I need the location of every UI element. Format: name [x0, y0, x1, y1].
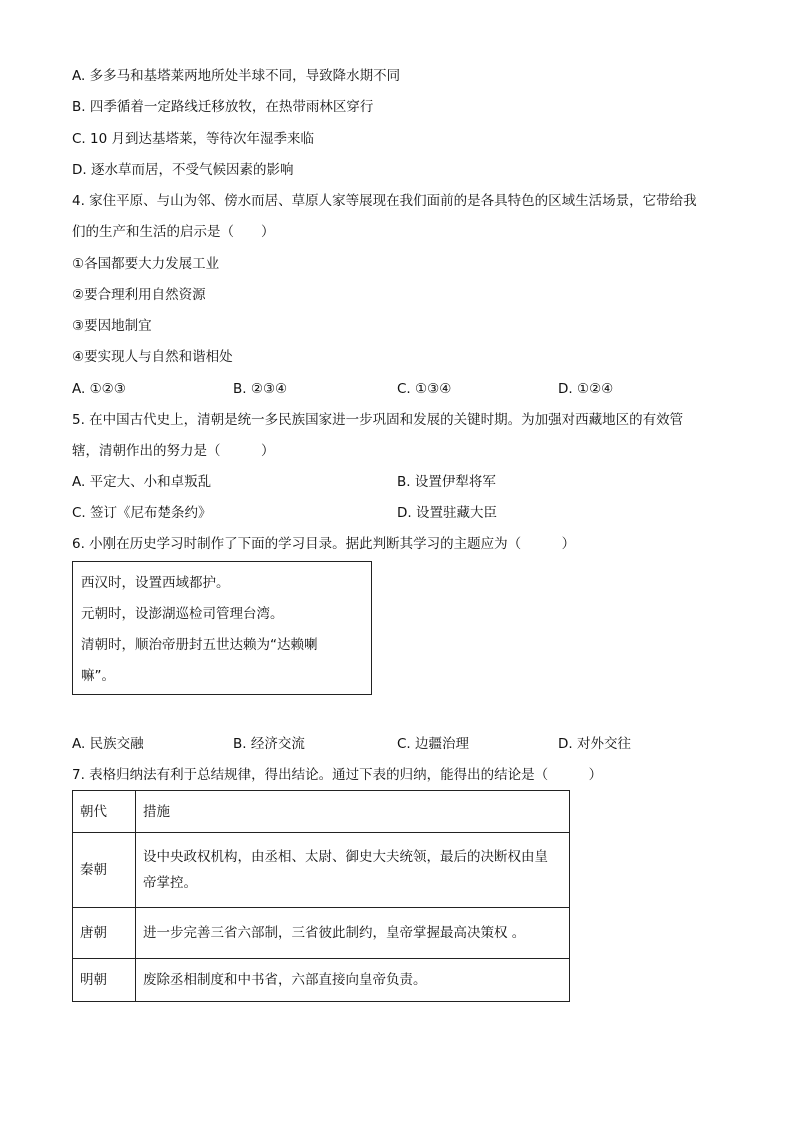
row-dynasty: 唐朝: [73, 908, 136, 959]
q6-stem: 6. 小刚在历史学习时制作了下面的学习目录。据此判断其学习的主题应为（ ）: [72, 536, 576, 552]
header-measure: 措施: [136, 791, 570, 833]
q4-item-1: ①各国都要大力发展工业: [72, 256, 220, 272]
q6-option-c: C. 边疆治理: [397, 736, 470, 752]
q3-option-d: D. 逐水草而居，不受气候因素的影响: [72, 162, 294, 178]
q6-box-line-3: 清朝时，顺治帝册封五世达赖为“达赖喇: [81, 637, 318, 653]
q7-dynasty-table: [72, 790, 570, 1002]
q4-option-b: B. ②③④: [233, 381, 288, 397]
q6-box-line-4: 嘛”。: [81, 668, 115, 684]
q5-option-a: A. 平定大、小和卓叛乱: [72, 474, 212, 490]
q4-stem-line2: 们的生产和生活的启示是（ ）: [72, 224, 275, 240]
q4-option-c: C. ①③④: [397, 381, 452, 397]
q3-option-a: A. 多多马和基塔莱两地所处半球不同，导致降水期不同: [72, 68, 401, 84]
row-dynasty: 明朝: [73, 959, 136, 1002]
q6-box-line-2: 元朝时，设澎湖巡检司管理台湾。: [81, 606, 284, 622]
row-measure-line1: 设中央政权机构，由丞相、太尉、御史大夫统领，最后的决断权由皇: [143, 849, 548, 865]
row-measure: 废除丞相制度和中书省，六部直接向皇帝负责。: [136, 959, 570, 1002]
q5-option-d: D. 设置驻藏大臣: [397, 505, 497, 521]
q5-stem-line2: 辖，清朝作出的努力是（ ）: [72, 443, 275, 459]
q6-option-a: A. 民族交融: [72, 736, 144, 752]
q4-item-4: ④要实现人与自然和谐相处: [72, 349, 233, 365]
q6-box-line-1: 西汉时，设置西域都护。: [81, 575, 230, 591]
table-row: [73, 833, 570, 908]
q6-option-b: B. 经济交流: [233, 736, 305, 752]
table-row: [73, 908, 570, 959]
row-dynasty: 秦朝: [73, 833, 136, 908]
q5-option-c: C. 签订《尼布楚条约》: [72, 505, 212, 521]
q4-item-2: ②要合理利用自然资源: [72, 287, 206, 303]
row-measure: [136, 833, 570, 908]
row-measure: 进一步完善三省六部制，三省彼此制约，皇帝掌握最高决策权 。: [136, 908, 570, 959]
q4-stem-line1: 4. 家住平原、与山为邻、傍水而居、草原人家等展现在我们面前的是各具特色的区域生活场景，它带给我: [72, 193, 697, 209]
q7-stem: 7. 表格归纳法有利于总结规律，得出结论。通过下表的归纳，能得出的结论是（ ）: [72, 767, 603, 783]
q6-option-d: D. 对外交往: [558, 736, 631, 752]
q4-option-a: A. ①②③: [72, 381, 126, 397]
q4-option-d: D. ①②④: [558, 381, 614, 397]
table-header-row: [73, 791, 570, 833]
q5-option-b: B. 设置伊犁将军: [397, 474, 496, 490]
q5-stem-line1: 5. 在中国古代史上，清朝是统一多民族国家进一步巩固和发展的关键时期。为加强对西藏地区的有效管: [72, 412, 684, 428]
table-row: [73, 959, 570, 1002]
q4-item-3: ③要因地制宜: [72, 318, 152, 334]
q3-option-c: C. 10 月到达基塔莱，等待次年湿季来临: [72, 131, 314, 147]
row-measure-line2: 帝掌控。: [143, 875, 197, 891]
header-dynasty: 朝代: [73, 791, 136, 833]
q6-study-outline-box: [72, 561, 372, 695]
q3-option-b: B. 四季循着一定路线迁移放牧，在热带雨林区穿行: [72, 99, 374, 115]
